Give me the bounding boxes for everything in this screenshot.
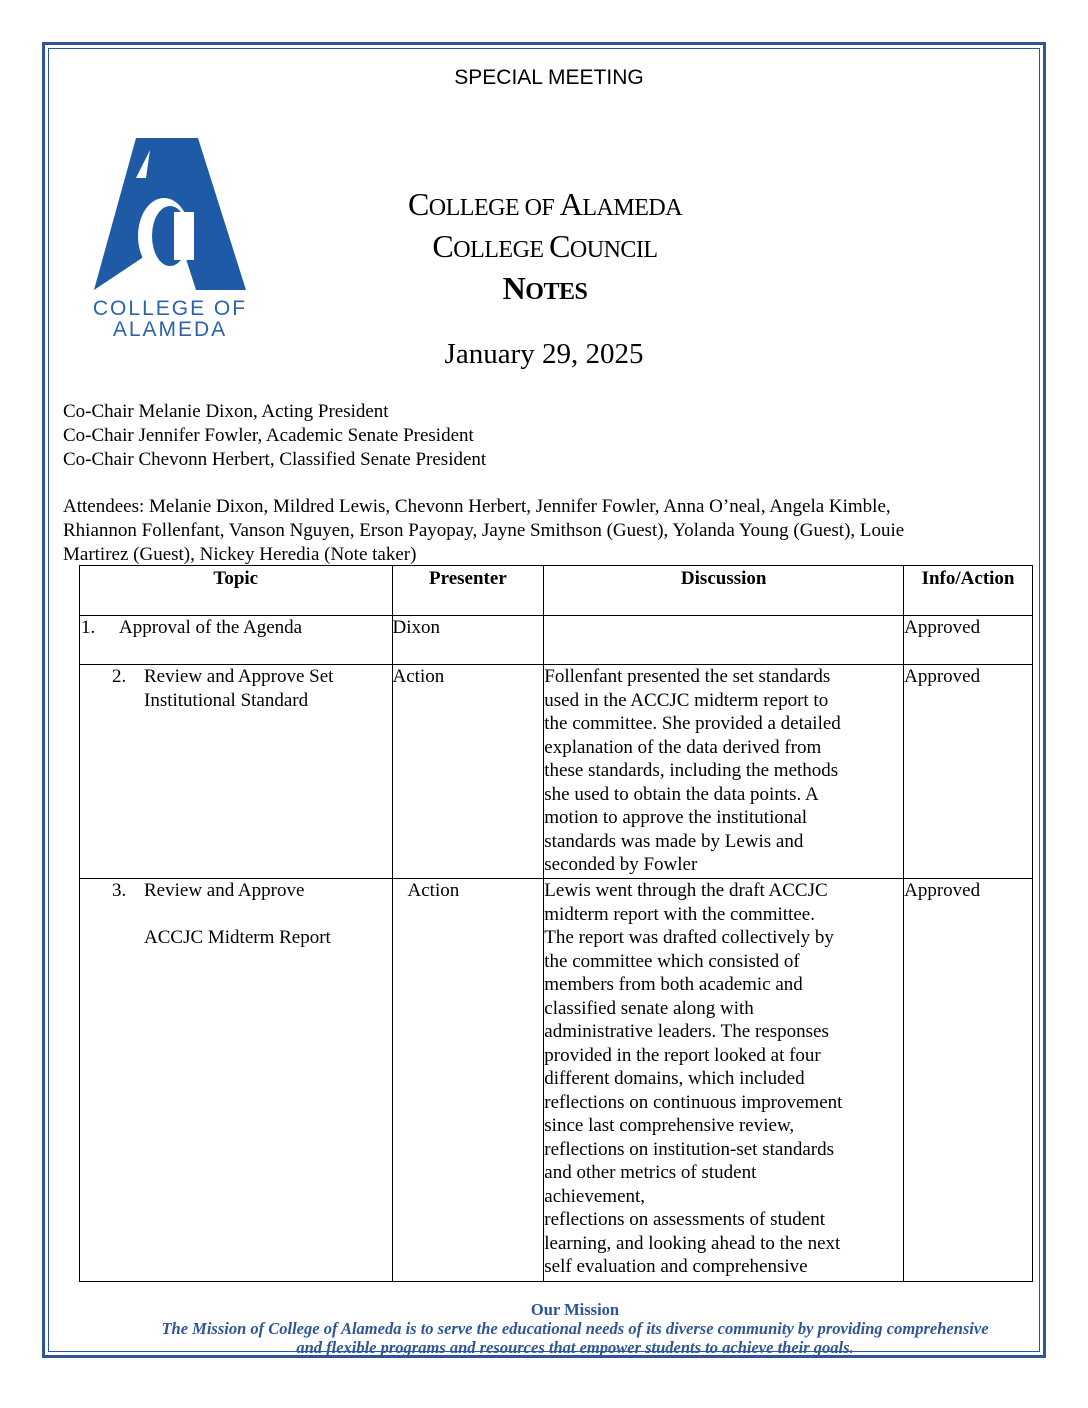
action-cell: Approved [904,616,1033,665]
discussion-line: provided in the report looked at four [544,1044,821,1066]
header-presenter: Presenter [392,566,544,616]
discussion-line: achievement, [544,1185,646,1207]
table-row [80,879,1033,1282]
attendees-line: Martirez (Guest), Nickey Heredia (Note taker) [63,544,417,565]
discussion-line: different domains, which included [544,1068,805,1089]
discussion-cell [544,665,904,879]
meeting-date: January 29, 2025 [444,338,644,370]
discussion-line: reflections on institution-set standards [544,1138,834,1160]
discussion-line: Follenfant presented the set standards [544,666,831,687]
discussion-line: The report was drafted collectively by [544,927,834,948]
topic-number: 3. [112,880,127,901]
logo-a-mark [90,138,250,298]
table-row [80,665,1033,879]
action-cell: Approved [904,665,1033,879]
notes-table [79,565,1033,1282]
topic-text: ACCJC Midterm Report [144,927,331,948]
mission-text-line: The Mission of College of Alameda is to serve the educational needs of its diverse community by providing comprehensive [161,1319,989,1338]
co-chair-line: Co-Chair Chevonn Herbert, Classified Senate President [63,449,487,470]
attendees-paragraph [63,495,1038,567]
title-notes: NOTES [502,270,588,306]
discussion-line: administrative leaders. The responses [544,1021,829,1042]
discussion-cell [544,616,904,665]
discussion-line: standards was made by Lewis and [544,830,804,852]
co-chairs-list [63,400,486,472]
header-topic: Topic [80,566,393,616]
header-discussion: Discussion [544,566,904,616]
discussion-line: Lewis went through the draft ACCJC [544,880,828,901]
discussion-line: since last comprehensive review, [544,1115,795,1136]
table-row [80,616,1033,665]
document-title [330,185,760,311]
topic-cell [80,665,393,879]
discussion-line: learning, and looking ahead to the next [544,1232,841,1254]
college-logo [90,138,250,341]
discussion-line: midterm report with the committee. [544,903,815,925]
presenter-cell: Dixon [392,616,544,665]
topic-cell [80,879,393,1282]
title-college-name: COLLEGE OF ALAMEDA [407,186,683,222]
discussion-line: the committee. She provided a detailed [544,713,841,734]
mission-text-line: and flexible programs and resources that empower students to achieve their goals. [296,1338,854,1357]
mission-heading: Our Mission [530,1300,620,1319]
logo-text-line1: COLLEGE OF [92,297,248,320]
title-council-name: COLLEGE COUNCIL [432,228,658,264]
topic-number: 1. [81,617,96,638]
discussion-line: members from both academic and [544,974,803,995]
discussion-line: the committee which consisted of [544,950,800,972]
topic-text: Approval of the Agenda [119,617,303,638]
discussion-cell [544,879,904,1282]
attendees-line: Rhiannon Follenfant, Vanson Nguyen, Erson Payopay, Jayne Smithson (Guest), Yolanda Young (Guest), Louie [63,520,905,541]
co-chair-line: Co-Chair Jennifer Fowler, Academic Senate President [63,425,474,446]
topic-text: Institutional Standard [144,689,309,711]
discussion-line: she used to obtain the data points. A [544,783,819,805]
topic-text: Review and Approve Set [144,666,334,687]
attendees-line: Attendees: Melanie Dixon, Mildred Lewis, Chevonn Herbert, Jennifer Fowler, Anna O’neal, Angela Kimble, [63,496,891,517]
topic-text: Review and Approve [144,880,305,901]
header-info-action: Info/Action [904,566,1033,616]
topic-cell [80,616,393,665]
meeting-type-heading: SPECIAL MEETING [454,66,644,89]
topic-number: 2. [112,666,127,687]
discussion-line: explanation of the data derived from [544,736,822,758]
discussion-line: reflections on assessments of student [544,1209,826,1230]
discussion-line: classified senate along with [544,997,754,1019]
discussion-line: and other metrics of student [544,1162,757,1183]
discussion-line: seconded by Fowler [544,854,698,875]
discussion-line: self evaluation and comprehensive [544,1256,808,1277]
presenter-cell: Action [392,879,544,1282]
mission-footer [60,1300,1088,1357]
discussion-line: motion to approve the institutional [544,807,808,828]
table-header-row [80,566,1033,616]
action-cell: Approved [904,879,1033,1282]
discussion-line: these standards, including the methods [544,760,839,781]
discussion-line: used in the ACCJC midterm report to [544,689,829,711]
topic-spacer [144,903,331,927]
co-chair-line: Co-Chair Melanie Dixon, Acting President [63,401,389,422]
logo-text-line2: ALAMEDA [112,318,228,341]
discussion-line: reflections on continuous improvement [544,1091,843,1113]
presenter-cell: Action [392,665,544,879]
